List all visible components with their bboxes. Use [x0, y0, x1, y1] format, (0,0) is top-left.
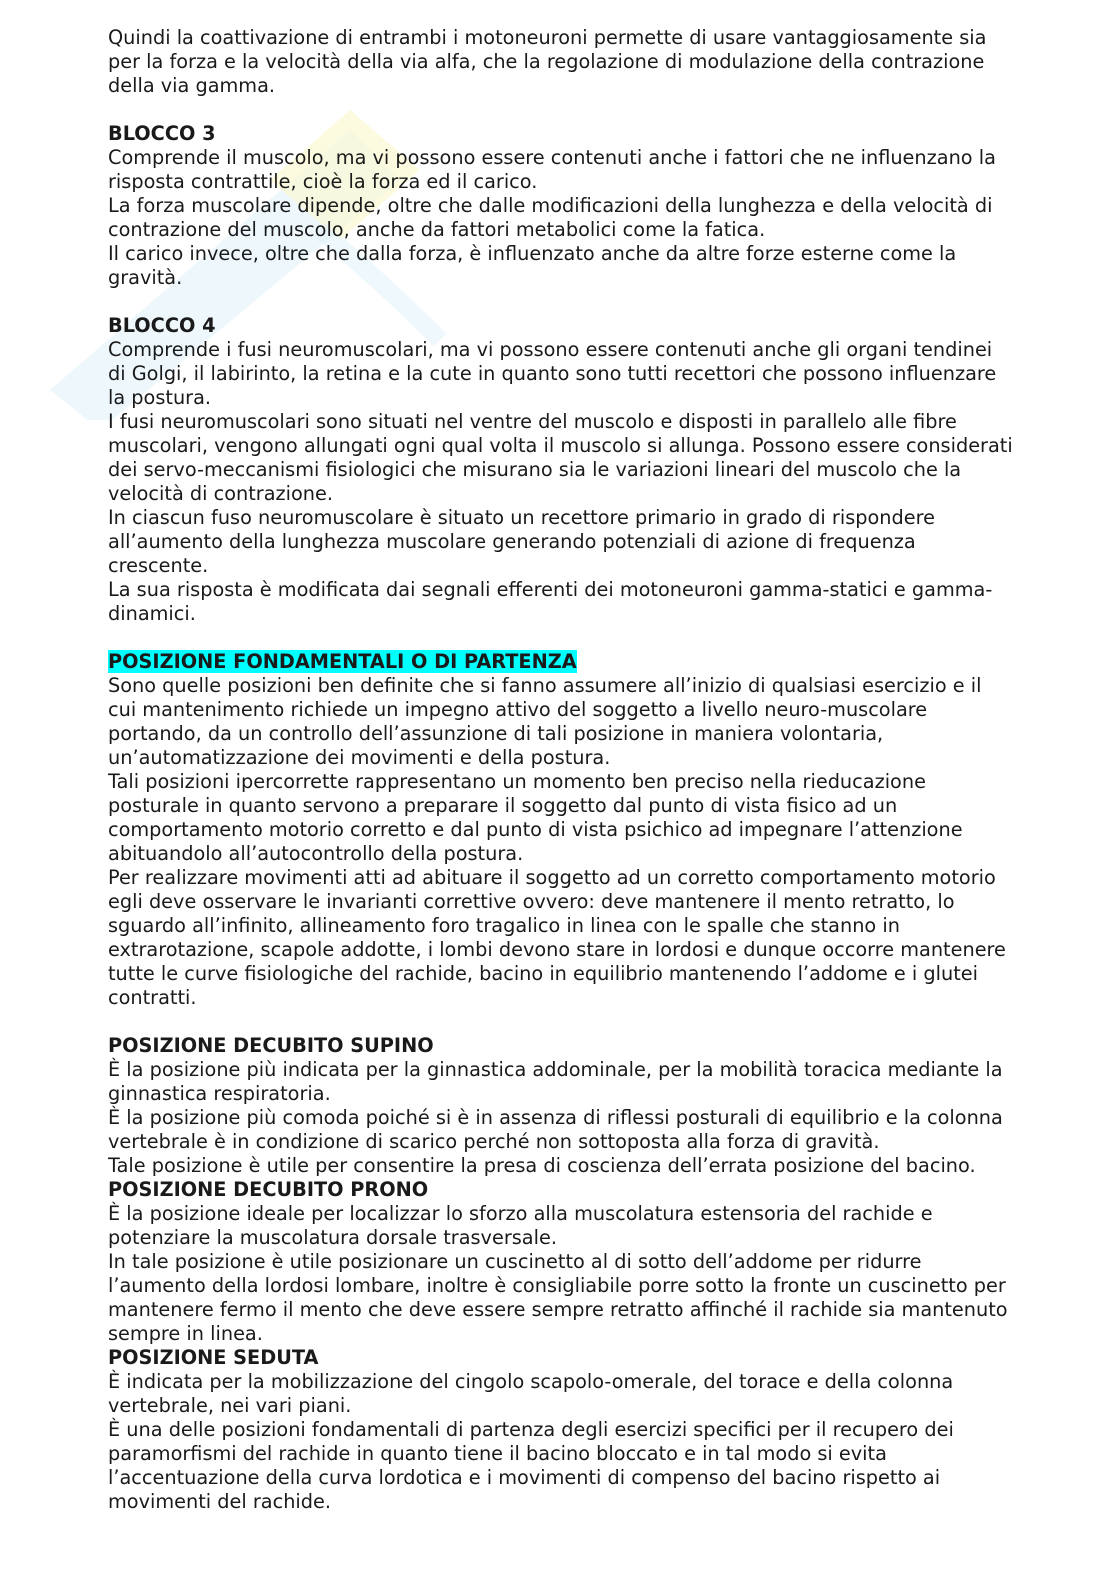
posizione-fondamentali-line: Tali posizioni ipercorrette rappresentano un momento ben preciso nella rieducazione posturale in quanto servono a preparare il soggetto dal punto di vista fisico ad un comportamento motorio corretto e dal punto di vista psichico ad impegnare l’attenzione abituandolo all’autocontrollo della postura.: [108, 770, 963, 865]
seduta-line: È indicata per la mobilizzazione del cingolo scapolo-omerale, del torace e della colonna vertebrale, nei vari piani.: [108, 1370, 954, 1417]
blocco4-line: In ciascun fuso neuromuscolare è situato un recettore primario in grado di rispondere all’aumento della lunghezza muscolare generando potenziali di azione di frequenza crescente.: [108, 506, 935, 577]
blocco4-line: La sua risposta è modificata dai segnali efferenti dei motoneuroni gamma-statici e gamma-dinamici.: [108, 578, 993, 625]
decubito-supino-heading: POSIZIONE DECUBITO SUPINO: [108, 1034, 434, 1057]
decubito-supino-section: [108, 1034, 1013, 1178]
posizione-fondamentali-line: Sono quelle posizioni ben definite che si fanno assumere all’inizio di qualsiasi esercizio e il cui mantenimento richiede un impegno attivo del soggetto a livello neuro-muscolare portando, da un controllo dell’assunzione di tali posizione in maniera volontaria, un’automatizzazione dei movimenti e della postura.: [108, 674, 982, 769]
decubito-supino-line: È la posizione più comoda poiché si è in assenza di riflessi posturali di equilibrio e la colonna vertebrale è in condizione di scarico perché non sottoposta alla forza di gravità.: [108, 1106, 1003, 1153]
document-page: [108, 26, 1013, 1514]
blocco4-line: Comprende i fusi neuromuscolari, ma vi possono essere contenuti anche gli organi tendinei di Golgi, il labirinto, la retina e la cute in quanto sono tutti recettori che possono influenzare la postura.: [108, 338, 997, 409]
blocco3-heading: BLOCCO 3: [108, 122, 216, 145]
blocco4-section: [108, 314, 1013, 626]
decubito-prono-line: In tale posizione è utile posizionare un cuscinetto al di sotto dell’addome per ridurre l’aumento della lordosi lombare, inoltre è consigliabile porre sotto la fronte un cuscinetto per mantenere fermo il mento che deve essere sempre retratto affinché il rachide sia mantenuto sempre in linea.: [108, 1250, 1008, 1345]
decubito-supino-line: Tale posizione è utile per consentire la presa di coscienza dell’errata posizione del bacino.: [108, 1154, 976, 1177]
decubito-prono-heading: POSIZIONE DECUBITO PRONO: [108, 1178, 429, 1201]
blocco4-heading: BLOCCO 4: [108, 314, 216, 337]
decubito-supino-line: È la posizione più indicata per la ginnastica addominale, per la mobilità toracica mediante la ginnastica respiratoria.: [108, 1058, 1003, 1105]
blocco3-line: Il carico invece, oltre che dalla forza, è influenzato anche da altre forze esterne come la gravità.: [108, 242, 957, 289]
decubito-prono-line: È la posizione ideale per localizzar lo sforzo alla muscolatura estensoria del rachide e potenziare la muscolatura dorsale trasversale.: [108, 1202, 933, 1249]
posizione-fondamentali-section: [108, 650, 1013, 1010]
blocco3-line: La forza muscolare dipende, oltre che dalle modificazioni della lunghezza e della velocità di contrazione del muscolo, anche da fattori metabolici come la fatica.: [108, 194, 993, 241]
intro-paragraph: Quindi la coattivazione di entrambi i motoneuroni permette di usare vantaggiosamente sia per la forza e la velocità della via alfa, che la regolazione di modulazione della contrazione della via gamma.: [108, 26, 987, 97]
seduta-heading: POSIZIONE SEDUTA: [108, 1346, 319, 1369]
posizione-fondamentali-heading: POSIZIONE FONDAMENTALI O DI PARTENZA: [108, 650, 577, 673]
seduta-section: [108, 1346, 1013, 1514]
posizione-fondamentali-line: Per realizzare movimenti atti ad abituare il soggetto ad un corretto comportamento motorio egli deve osservare le invarianti correttive ovvero: deve mantenere il mento retratto, lo sguardo all’infinito, allineamento foro tragalico in linea con le spalle che stanno in extrarotazione, scapole addotte, i lombi devono stare in lordosi e dunque occorre mantenere tutte le curve fisiologiche del rachide, bacino in equilibrio mantenendo l’addome e i glutei contratti.: [108, 866, 1006, 1009]
decubito-prono-section: [108, 1178, 1013, 1346]
blocco3-section: [108, 122, 1013, 290]
blocco3-line: Comprende il muscolo, ma vi possono essere contenuti anche i fattori che ne influenzano la risposta contrattile, cioè la forza ed il carico.: [108, 146, 996, 193]
blocco4-line: I fusi neuromuscolari sono situati nel ventre del muscolo e disposti in parallelo alle fibre muscolari, vengono allungati ogni qual volta il muscolo si allunga. Possono essere considerati dei servo-meccanismi fisiologici che misurano sia le variazioni lineari del muscolo che la velocità di contrazione.: [108, 410, 1013, 505]
seduta-line: È una delle posizioni fondamentali di partenza degli esercizi specifici per il recupero dei paramorfismi del rachide in quanto tiene il bacino bloccato e in tal modo si evita l’accentuazione della curva lordotica e i movimenti di compenso del bacino rispetto ai movimenti del rachide.: [108, 1418, 954, 1513]
